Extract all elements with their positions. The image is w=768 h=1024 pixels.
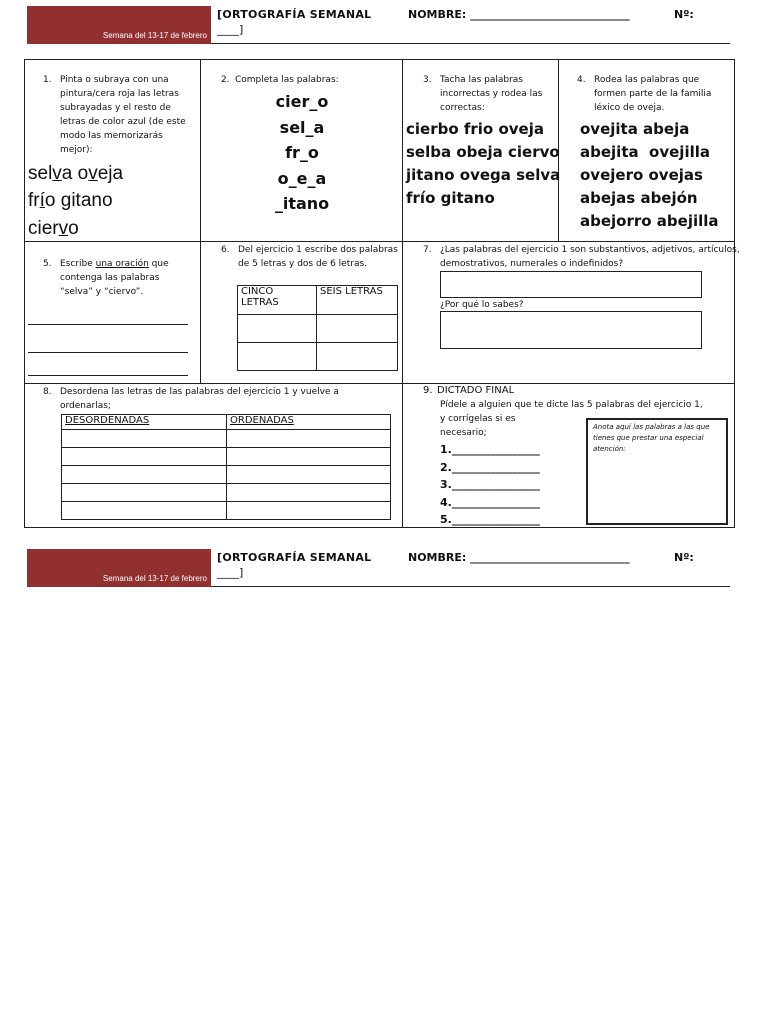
ex6-cell[interactable] [317,315,398,343]
ex4-instructions: Rodea las palabras que formen parte de la familia léxico de oveja. [594,75,712,113]
ex3-line-3: jitano ovega selva [406,166,561,184]
ex2-word-3: fr_o [285,143,319,162]
week-label: Semana del 13-17 de febrero [102,31,207,40]
ex6-cell[interactable] [317,343,398,371]
ex3-line-1: cierbo frio oveja [406,120,544,138]
exercise-5 [25,241,201,383]
dictation-line-1[interactable]: 1.________________ [440,443,540,456]
ex6-col-five: CINCO LETRAS [238,286,317,315]
ex8-cell[interactable] [62,484,227,502]
worksheet-title: [ORTOGRAFÍA SEMANAL [217,551,372,564]
ex4-line-3: ovejero ovejas [580,166,703,184]
exercise-9 [403,383,734,527]
ex1-line2: frío gitano [28,190,113,211]
title-blank: ____] [217,566,244,579]
answer-line-1[interactable] [28,324,188,325]
ex8-cell[interactable] [227,430,391,448]
exercise-4 [559,60,734,241]
ex4-number: 4. [577,75,586,85]
exercise-3 [403,60,559,241]
ex6-number: 6. [221,245,230,255]
ex9-title: DICTADO FINAL [437,385,515,396]
ex6-cell[interactable] [238,343,317,371]
exercise-8 [25,383,403,527]
dictation-line-5[interactable]: 5.________________ [440,513,540,526]
ex2-word-5: _itano [274,194,330,213]
ex5-instructions: Escribe una oración que contenga las palabras “selva” y “ciervo”. [60,259,169,297]
ex4-line-5: abejorro abejilla [580,212,719,230]
ex9-number: 9. [423,385,433,396]
number-field[interactable]: Nº: [674,8,694,21]
ex8-instructions: Desordena las letras de las palabras del ejercicio 1 y vuelve a ordenarlas; [60,387,339,411]
ex2-number: 2. [221,75,230,85]
exercise-grid [24,59,740,528]
ex7-reason-box[interactable] [440,311,702,349]
ex8-cell[interactable] [62,430,227,448]
dictation-line-2[interactable]: 2.________________ [440,460,540,474]
ex8-cell[interactable] [62,502,227,520]
title-blank: ____] [217,23,244,36]
exercise-1 [25,60,201,241]
exercise-7 [403,241,740,383]
ex8-cell[interactable] [62,448,227,466]
notes-instructions: Anota aquí las palabras a las que tienes que prestar una especial atención: [593,423,710,453]
ex1-line1: selva oveja [28,163,124,184]
ex1-number: 1. [43,75,52,85]
ex8-cell[interactable] [227,466,391,484]
worksheet-title: [ORTOGRAFÍA SEMANAL [217,8,372,21]
week-label: Semana del 13-17 de febrero [102,574,207,583]
dictation-list [440,441,540,529]
exercise-2 [201,60,403,241]
dictation-line-3[interactable]: 3.________________ [440,478,540,491]
dictation-line-4[interactable]: 4.________________ [440,495,540,509]
week-banner [27,6,211,44]
worksheet-header [27,6,730,44]
ex9-text-1: Pídele a alguien que te dicte las 5 palabras del ejercicio 1, [440,400,703,410]
name-field[interactable]: NOMBRE: _____________________________ [408,8,630,21]
ex7-number: 7. [423,245,432,255]
ex9-text-2: y corrígelas si es necesario; [440,414,516,438]
ex3-line-4: frío gitano [406,189,495,207]
ex1-line3: ciervo [28,218,79,239]
name-field[interactable]: NOMBRE: _____________________________ [408,551,630,564]
ex2-instructions: Completa las palabras: [235,75,339,85]
ex3-number: 3. [423,75,432,85]
ex6-cell[interactable] [238,315,317,343]
ex2-word-2: sel_a [279,118,325,137]
ex1-instructions: Pinta o subraya con una pintura/cera roja las letras subrayadas y el resto de letras de color azul (de este modo las memorizarás mejor): [60,75,186,155]
ex8-col-ordered: ORDENADAS [227,415,391,430]
ex8-number: 8. [43,387,52,397]
number-field[interactable]: Nº: [674,551,694,564]
ex8-cell[interactable] [227,448,391,466]
ex8-table [61,414,391,520]
worksheet-header-2 [27,549,730,587]
ex8-cell[interactable] [227,484,391,502]
ex2-word-1: cier_o [275,92,329,111]
ex7-answer-box[interactable] [440,271,702,298]
ex3-instructions: Tacha las palabras incorrectas y rodea las correctas: [440,75,543,113]
ex6-instructions: Del ejercicio 1 escribe dos palabras de 5 letras y dos de 6 letras. [238,245,398,269]
ex6-col-six: SEIS LETRAS [317,286,398,315]
ex3-line-2: selba obeja ciervo [406,143,560,161]
ex4-line-4: abejas abejón [580,189,698,207]
ex4-line-2: abejita ovejilla [580,143,710,161]
answer-line-2[interactable] [28,352,188,353]
ex5-number: 5. [43,259,52,269]
ex8-cell[interactable] [62,466,227,484]
ex7-question-2: ¿Por qué lo sabes? [440,300,524,310]
week-banner [27,549,211,587]
notes-box[interactable] [586,418,728,525]
exercise-6 [201,241,403,383]
ex8-col-unordered: DESORDENADAS [62,415,227,430]
header-rule [211,586,730,587]
answer-line-3[interactable] [28,375,188,376]
ex2-word-4: o_e_a [277,169,327,188]
ex7-instructions: ¿Las palabras del ejercicio 1 son substantivos, adjetivos, artículos, demostrativos, numerales o indefinidos? [440,245,740,269]
ex4-line-1: ovejita abeja [580,120,690,138]
header-rule [211,43,730,44]
ex6-table [237,285,398,371]
ex8-cell[interactable] [227,502,391,520]
